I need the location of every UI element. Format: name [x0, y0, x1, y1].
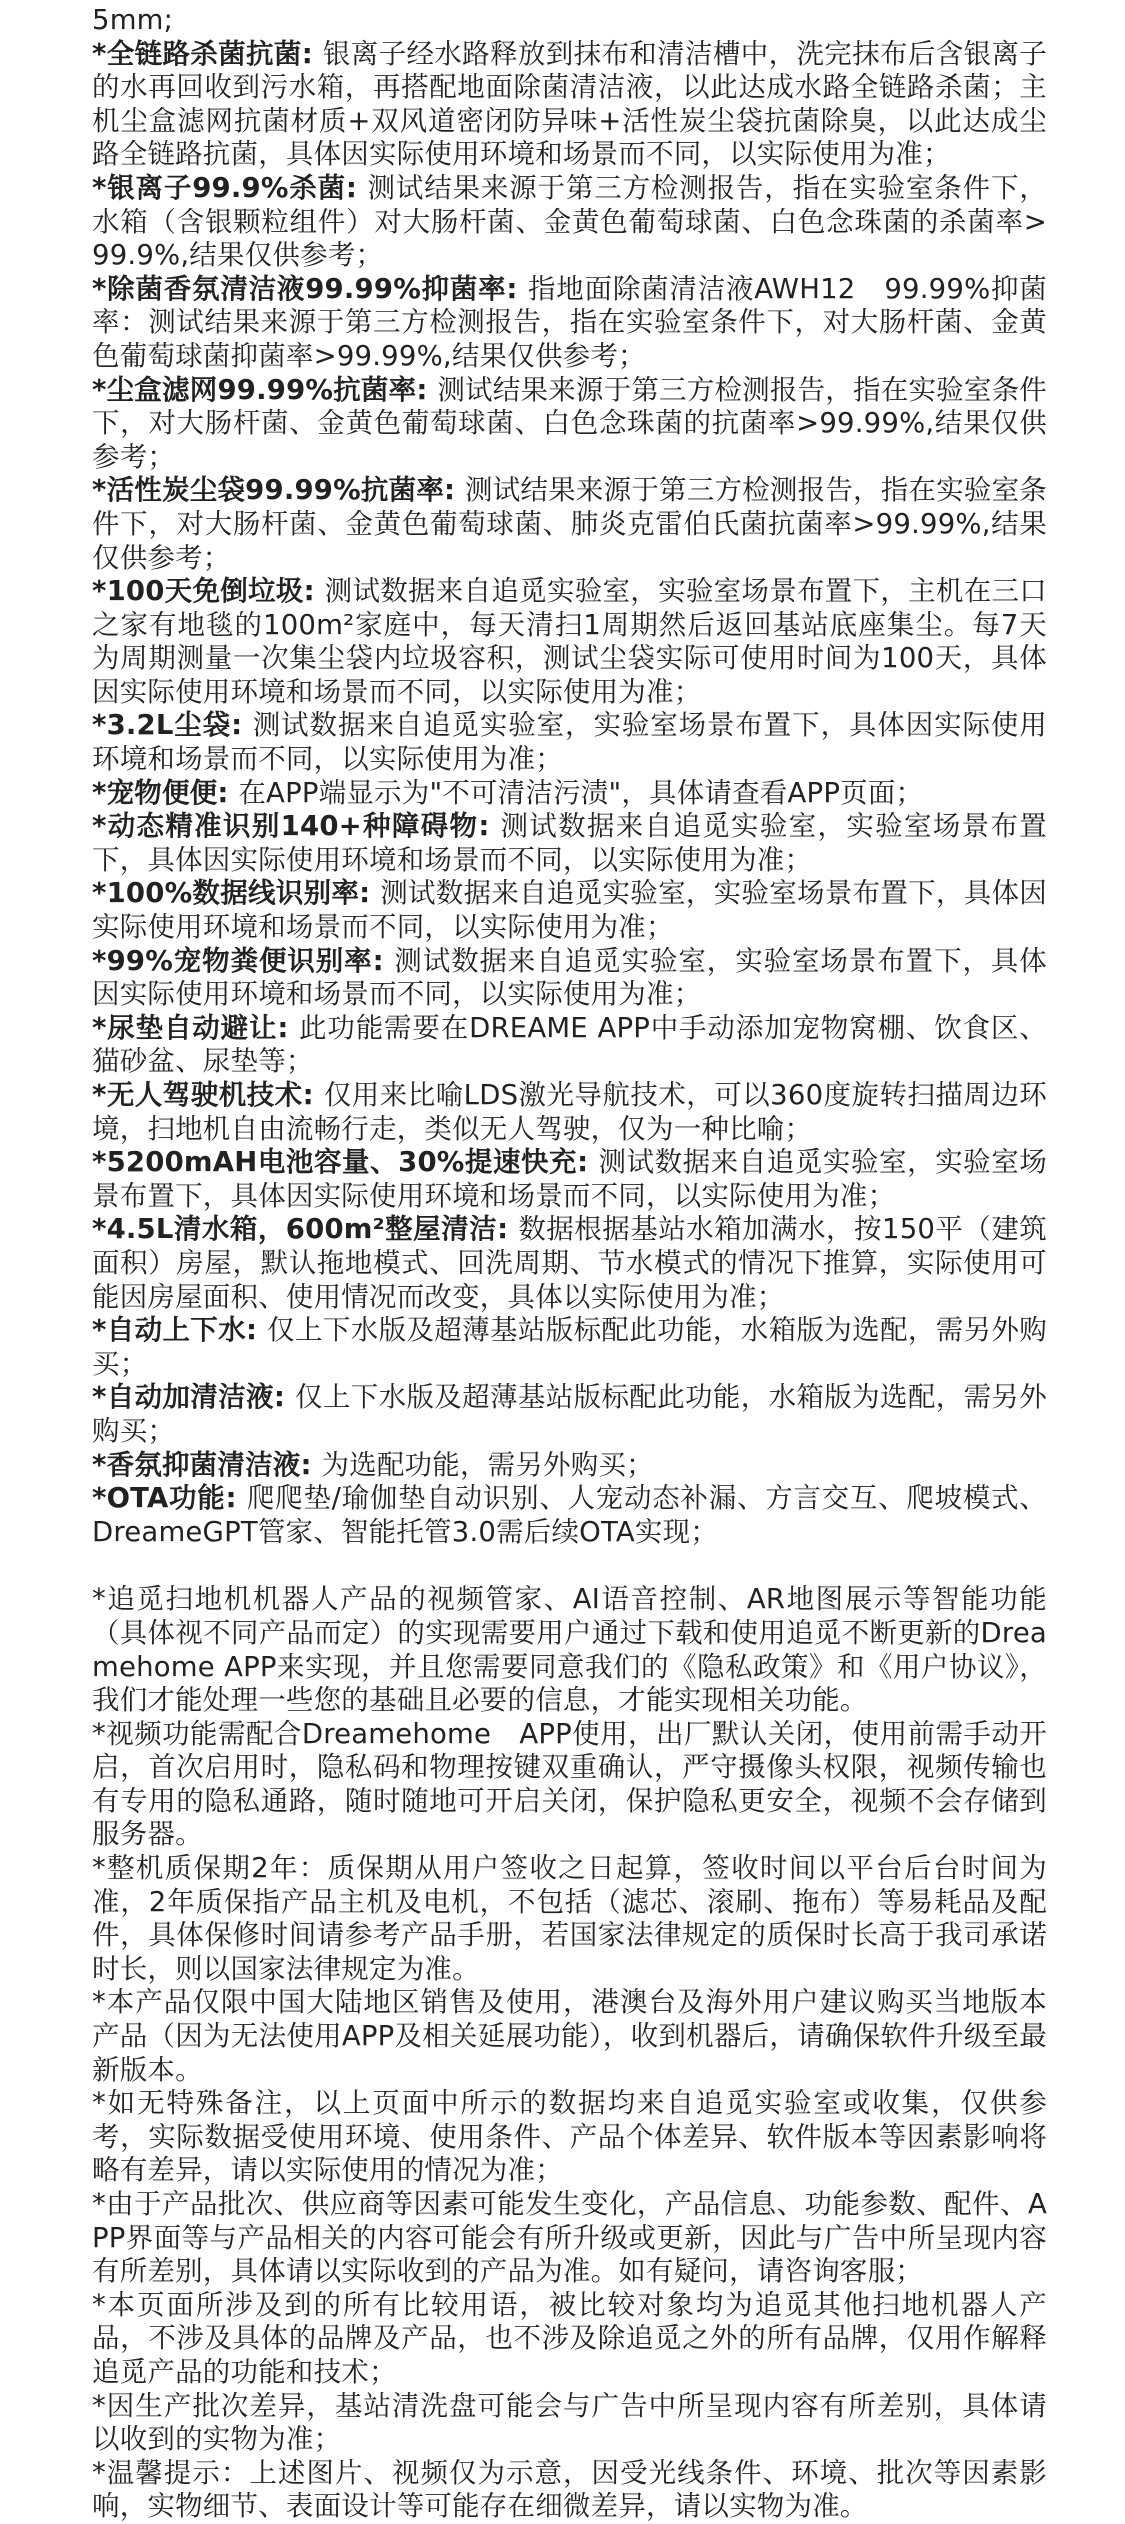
- note-item: *由于产品批次、供应商等因素可能发生变化，产品信息、功能参数、配件、APP界面等与产品相关的内容可能会有所升级或更新，因此与广告中所呈现内容有所差别，具体请以实际收到的产品为准。如有疑问，请咨询客服；: [92, 2188, 1047, 2288]
- general-notes: [92, 1583, 1047, 2524]
- note-item: *因生产批次差异，基站清洗盘可能会与广告中所呈现内容有所差别，具体请以收到的实物为准；: [92, 2389, 1047, 2456]
- note-item: 5mm;: [92, 4, 174, 36]
- note-item: *5200mAH电池容量、30%提速快充: 测试数据来自追觅实验室，实验室场景布置下，具体因实际使用环境和场景而不同，以实际使用为准；: [92, 1146, 1047, 1212]
- note-item: *宠物便便: 在APP端显示为"不可清洁污渍"，具体请查看APP页面；: [92, 776, 924, 809]
- note-item: *尿垫自动避让: 此功能需要在DREAME APP中手动添加宠物窝棚、饮食区、猫砂盆、尿垫等；: [92, 1011, 1047, 1078]
- note-item: *OTA功能: 爬爬垫/瑜伽垫自动识别、人宠动态补漏、方言交互、爬坡模式、DreameGPT管家、智能托管3.0需后续OTA实现；: [92, 1482, 1048, 1548]
- note-item: *追觅扫地机机器人产品的视频管家、AI语音控制、AR地图展示等智能功能（具体视不同产品而定）的实现需要用户通过下载和使用追觅不断更新的Dreamehome APP来实现，并且您需要同意我们的《隐私政策》和《用户协议》，我们才能处理一些您的基础且必要的信息，才能实现相关功能。: [92, 1583, 1047, 1717]
- note-item: *自动加清洁液: 仅上下水版及超薄基站版标配此功能，水箱版为选配，需另外购买；: [92, 1381, 1047, 1447]
- note-item: *香氛抑菌清洁液: 为选配功能，需另外购买；: [92, 1448, 654, 1481]
- note-item: *3.2L尘袋: 测试数据来自追觅实验室，实验室场景布置下，具体因实际使用环境和场景而不同，以实际使用为准；: [92, 709, 1047, 776]
- note-item: *如无特殊备注，以上页面中所示的数据均来自追觅实验室或收集，仅供参考，实际数据受使用环境、使用条件、产品个体差异、软件版本等因素影响将略有差异，请以实际使用的情况为准；: [92, 2087, 1047, 2187]
- note-item: *银离子99.9%杀菌: 测试结果来源于第三方检测报告，指在实验室条件下，水箱（含银颗粒组件）对大肠杆菌、金黄色葡萄球菌、白色念珠菌的杀菌率>99.9%,结果仅供参考；: [92, 171, 1047, 272]
- note-item: *99%宠物粪便识别率: 测试数据来自追觅实验室，实验室场景布置下，具体因实际使用环境和场景而不同，以实际使用为准；: [92, 944, 1048, 1011]
- note-item: *活性炭尘袋99.99%抗菌率: 测试结果来源于第三方检测报告，指在实验室条件下，对大肠杆菌、金黄色葡萄球菌、肺炎克雷伯氏菌抗菌率>99.99%,结果仅供参考；: [92, 474, 1048, 574]
- note-item: *100%数据线识别率: 测试数据来自追觅实验室，实验室场景布置下，具体因实际使用环境和场景而不同，以实际使用为准；: [92, 877, 1047, 944]
- note-item: *整机质保期2年：质保期从用户签收之日起算，签收时间以平台后台时间为准，2年质保指产品主机及电机，不包括（滤芯、滚刷、拖布）等易耗品及配件，具体保修时间请参考产品手册，若国家法律规定的质保时长高于我司承诺时长，则以国家法律规定为准。: [92, 1852, 1047, 1985]
- note-item: *100天免倒垃圾: 测试数据来自追觅实验室，实验室场景布置下，主机在三口之家有地毯的100m²家庭中，每天清扫1周期然后返回基站底座集尘。每7天为周期测量一次集尘袋内垃圾容积，测试尘袋实际可使用时间为100天，具体因实际使用环境和场景而不同，以实际使用为准；: [92, 575, 1047, 708]
- note-item: *动态精准识别140+种障碍物: 测试数据来自追觅实验室，实验室场景布置下，具体因实际使用环境和场景而不同，以实际使用为准；: [92, 810, 1047, 876]
- note-item: *4.5L清水箱，600m²整屋清洁: 数据根据基站水箱加满水，按150平（建筑面积）房屋，默认拖地模式、回洗周期、节水模式的情况下推算，实际使用可能因房屋面积、使用情况而改变，具体以实际使用为准；: [92, 1213, 1047, 1313]
- note-item: *本页面所涉及到的所有比较用语，被比较对象均为追觅其他扫地机器人产品，不涉及具体的品牌及产品，也不涉及除追觅之外的所有品牌，仅用作解释追觅产品的功能和技术；: [92, 2288, 1047, 2388]
- note-item: *尘盒滤网99.99%抗菌率: 测试结果来源于第三方检测报告，指在实验室条件下，对大肠杆菌、金黄色葡萄球菌、白色念珠菌的抗菌率>99.99%,结果仅供参考；: [92, 373, 1047, 473]
- feature-notes: [92, 4, 1047, 1549]
- note-item: *全链路杀菌抗菌: 银离子经水路释放到抹布和清洁槽中，洗完抹布后含银离子的水再回收到污水箱，再搭配地面除菌清洁液，以此达成水路全链路杀菌；主机尘盒滤网抗菌材质+双风道密闭防异味+活性炭尘袋抗菌除臭，以此达成尘路全链路抗菌，具体因实际使用环境和场景而不同，以实际使用为准；: [92, 37, 1048, 171]
- note-item: *自动上下水: 仅上下水版及超薄基站版标配此功能，水箱版为选配，需另外购买；: [92, 1314, 1047, 1380]
- section-spacer: [92, 1549, 1047, 1583]
- note-item: *视频功能需配合Dreamehome APP使用，出厂默认关闭，使用前需手动开启，首次启用时，隐私码和物理按键双重确认，严守摄像头权限，视频传输也有专用的隐私通路，随时随地可开启关闭，保护隐私更安全，视频不会存储到服务器。: [92, 1717, 1047, 1851]
- note-item: *无人驾驶机技术: 仅用来比喻LDS激光导航技术，可以360度旋转扫描周边环境，扫地机自由流畅行走，类似无人驾驶，仅为一种比喻；: [92, 1079, 1047, 1145]
- note-item: *除菌香氛清洁液99.99%抑菌率: 指地面除菌清洁液AWH12 99.99%抑菌率：测试结果来源于第三方检测报告，指在实验室条件下，对大肠杆菌、金黄色葡萄球菌抑菌率>99.99%,结果仅供参考；: [92, 272, 1047, 372]
- note-item: *本产品仅限中国大陆地区销售及使用，港澳台及海外用户建议购买当地版本产品（因为无法使用APP及相关延展功能），收到机器后，请确保软件升级至最新版本。: [92, 1986, 1047, 2086]
- note-item: *温馨提示：上述图片、视频仅为示意，因受光线条件、环境、批次等因素影响，实物细节、表面设计等可能存在细微差异，请以实物为准。: [92, 2456, 1047, 2523]
